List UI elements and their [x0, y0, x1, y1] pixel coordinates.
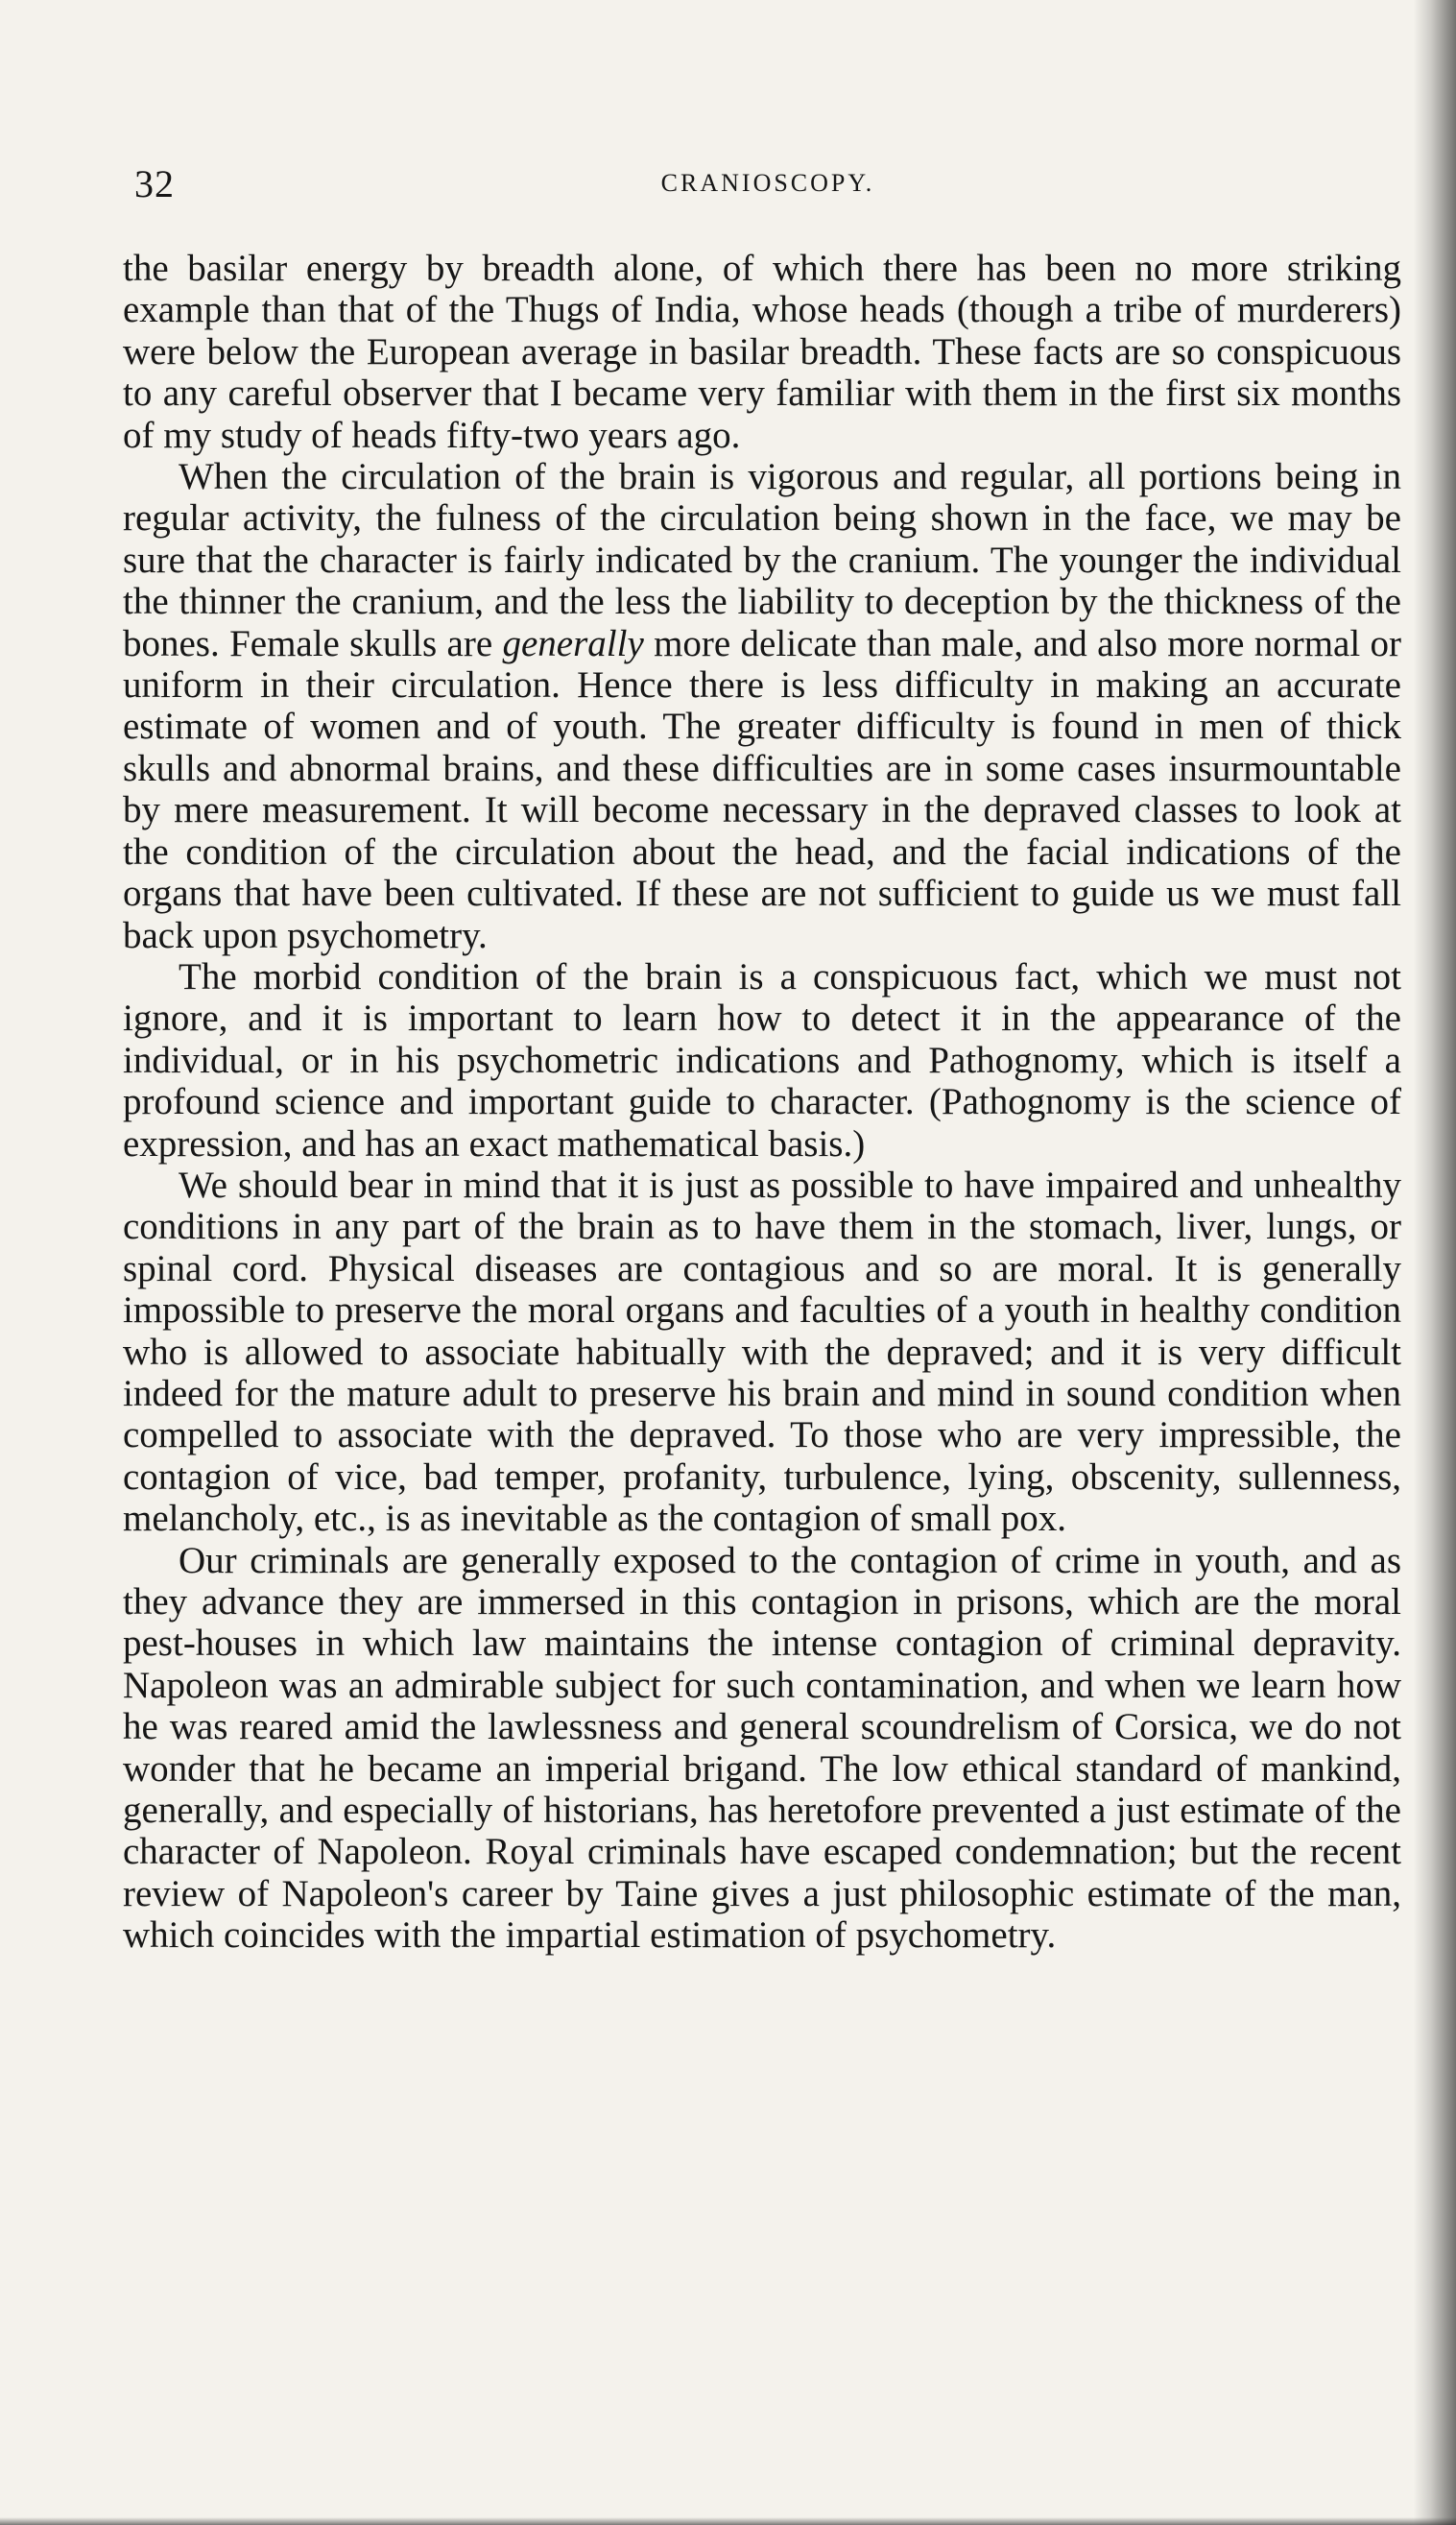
running-title: CRANIOSCOPY.: [660, 169, 875, 197]
paragraph: The morbid condition of the brain is a conspicuous fact, which we must not ignore, and it is important to learn how to detect it in the appearance of the individual, or in his psychometric indications and Pathognomy, which is itself a profound science and important guide to character. (Pathognomy is the science of expression, and has an exact mathematical basis.): [123, 955, 1401, 1165]
page-number: 32: [134, 162, 175, 205]
emphasis-text: generally: [502, 622, 644, 664]
page-edge-shadow: [1414, 0, 1456, 2525]
page-header: [134, 161, 1401, 209]
page-bottom-edge: [0, 2517, 1456, 2525]
paragraph: the basilar energy by breadth alone, of which there has been no more striking example than that of the Thugs of India, whose heads (though a tribe of murderers) were below the European average in basilar breadth. These facts are so conspicuous to any careful observer that I became very familiar with them in the first six months of my study of heads fifty-two years ago.: [123, 248, 1401, 456]
paragraph: Our criminals are generally exposed to the contagion of crime in youth, and as they advance they are immersed in this contagion in prisons, which are the moral pest-houses in which law maintains the intense contagion of criminal depravity. Napoleon was an admirable subject for such contamination, and when we learn how he was reared amid the lawlessness and general scoundrelism of Corsica, we do not wonder that he became an imperial brigand. The low ethical standard of mankind, generally, and especially of historians, has heretofore prevented a just estimate of the character of Napoleon. Royal criminals have escaped condemnation; but the recent review of Napoleon's career by Taine gives a just philosophic estimate of the man, which coincides with the impartial estimation of psychometry.: [123, 1539, 1401, 1957]
paragraph: When the circulation of the brain is vigorous and regular, all portions being in regular activity, the fulness of the circulation being shown in the face, we may be sure that the character is fairly indicated by the cranium. The younger the individual the thinner the cranium, and the less the liability to deception by the thickness of the bones. Female skulls are generally more delicate than male, and also more normal or uniform in their circulation. Hence there is less difficulty in making an accurate estimate of women and of youth. The greater difficulty is found in men of thick skulls and abnormal brains, and these difficulties are in some cases insurmountable by mere measurement. It will become necessary in the depraved classes to look at the condition of the circulation about the head, and the facial indications of the organs that have been cultivated. If these are not sufficient to guide us we must fall back upon psychometry.: [123, 456, 1401, 956]
body-text: [123, 248, 1401, 1957]
paragraph: We should bear in mind that it is just as possible to have impaired and unhealthy conditions in any part of the brain as to have them in the stomach, liver, lungs, or spinal cord. Physical diseases are contagious and so are moral. It is generally impossible to preserve the moral organs and faculties of a youth in healthy condition who is allowed to associate habitually with the depraved; and it is very difficult indeed for the mature adult to preserve his brain and mind in sound condition when compelled to associate with the depraved. To those who are very impressible, the contagion of vice, bad temper, profanity, turbulence, lying, obscenity, sullenness, melancholy, etc., is as inevitable as the contagion of small pox.: [123, 1164, 1401, 1540]
